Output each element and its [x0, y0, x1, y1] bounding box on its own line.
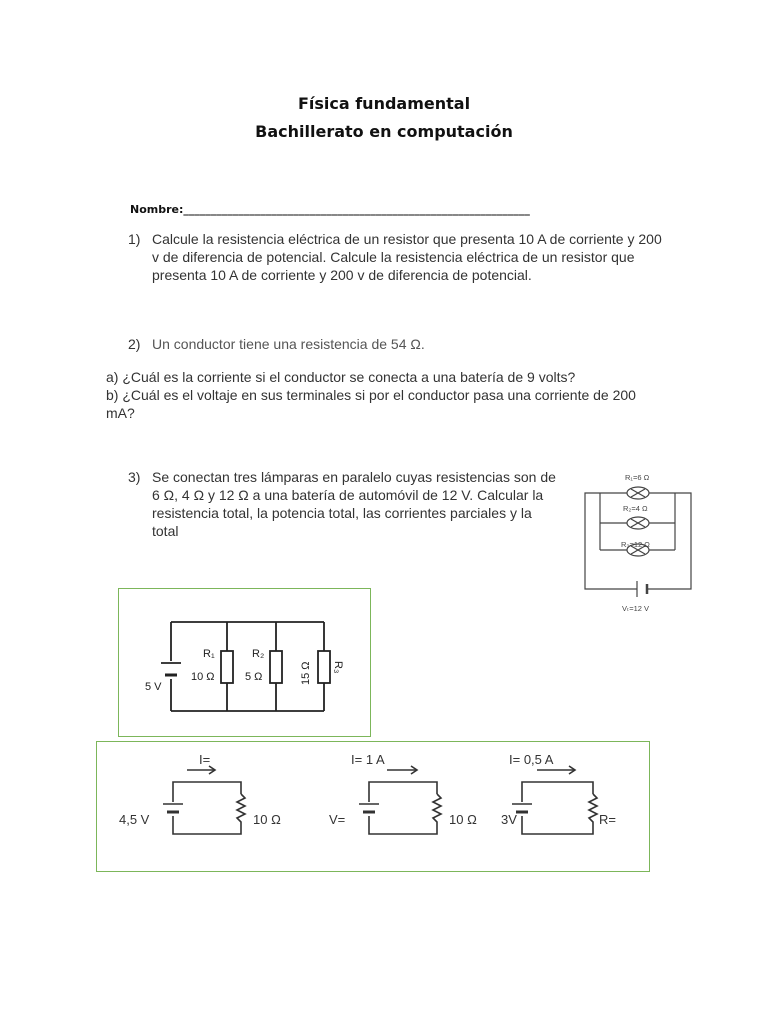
parallel-r2-name: R₂ — [252, 648, 265, 660]
ohm-3-resistor: R= — [599, 812, 616, 827]
lamp-label-r3: R₃=12 Ω — [621, 540, 650, 549]
parallel-r3-value: 15 Ω — [300, 661, 312, 685]
question-3-line: total — [152, 523, 179, 539]
parallel-r1-value: 10 Ω — [191, 671, 215, 683]
question-2-subs — [106, 368, 646, 422]
question-1-text — [152, 230, 672, 284]
question-1-line: Calcule la resistencia eléctrica de un resistor que presenta 10 A de corriente y 200 — [152, 231, 662, 247]
page-subtitle: Bachillerato en computación — [255, 122, 513, 141]
parallel-r2-value: 5 Ω — [245, 671, 263, 683]
name-field[interactable] — [130, 203, 530, 216]
parallel-source-label: 5 V — [145, 681, 162, 693]
question-3-number: 3) — [128, 469, 141, 485]
question-2-number: 2) — [128, 336, 141, 352]
question-3-line: Se conectan tres lámparas en paralelo cuyas resistencias son de — [152, 469, 556, 485]
name-blank: _______________________________________________________________ — [183, 203, 530, 216]
ohm-circuits-box — [96, 741, 650, 872]
question-2-text: Un conductor tiene una resistencia de 54 Ω. — [152, 336, 425, 352]
ohm-1-resistor: 10 Ω — [253, 812, 281, 827]
ohm-1-source: 4,5 V — [119, 812, 150, 827]
ohm-3-source: 3V — [501, 812, 517, 827]
question-1-line: presenta 10 A de corriente y 200 v de diferencia de potencial. — [152, 267, 532, 283]
lamp-label-r2: R₂=4 Ω — [623, 504, 648, 513]
ohm-3-current: I= 0,5 A — [509, 752, 554, 767]
parallel-r3-name: R₃ — [332, 661, 344, 674]
question-2-sub-b-cont: mA? — [106, 405, 135, 421]
lamp-label-r1: R₁=6 Ω — [625, 473, 650, 482]
ohm-circuits-diagram — [97, 742, 648, 870]
question-3-line: 6 Ω, 4 Ω y 12 Ω a una batería de automóvil de 12 V. Calcular la — [152, 487, 544, 503]
question-1-number: 1) — [128, 231, 141, 247]
name-label: Nombre: — [130, 203, 184, 216]
question-3-line: resistencia total, la potencia total, las corrientes parciales y la — [152, 505, 532, 521]
question-1-line: v de diferencia de potencial. Calcule la resistencia eléctrica de un resistor que — [152, 249, 635, 265]
lamp-circuit-diagram — [575, 465, 705, 617]
parallel-circuit-box — [118, 588, 371, 737]
question-3-text — [152, 468, 562, 540]
parallel-r1-name: R₁ — [203, 648, 215, 660]
ohm-2-resistor: 10 Ω — [449, 812, 477, 827]
ohm-2-source: V= — [329, 812, 346, 827]
ohm-2-current: I= 1 A — [351, 752, 385, 767]
lamp-battery-label: Vₜ=12 V — [622, 604, 650, 613]
question-2-sub-b: b) ¿Cuál es el voltaje en sus terminales si por el conductor pasa una corriente de 200 — [106, 387, 636, 403]
ohm-1-current: I= — [199, 752, 211, 767]
parallel-circuit-diagram — [119, 589, 369, 735]
question-2-sub-a: a) ¿Cuál es la corriente si el conductor se conecta a una batería de 9 volts? — [106, 369, 576, 385]
page-title: Física fundamental — [297, 94, 471, 113]
